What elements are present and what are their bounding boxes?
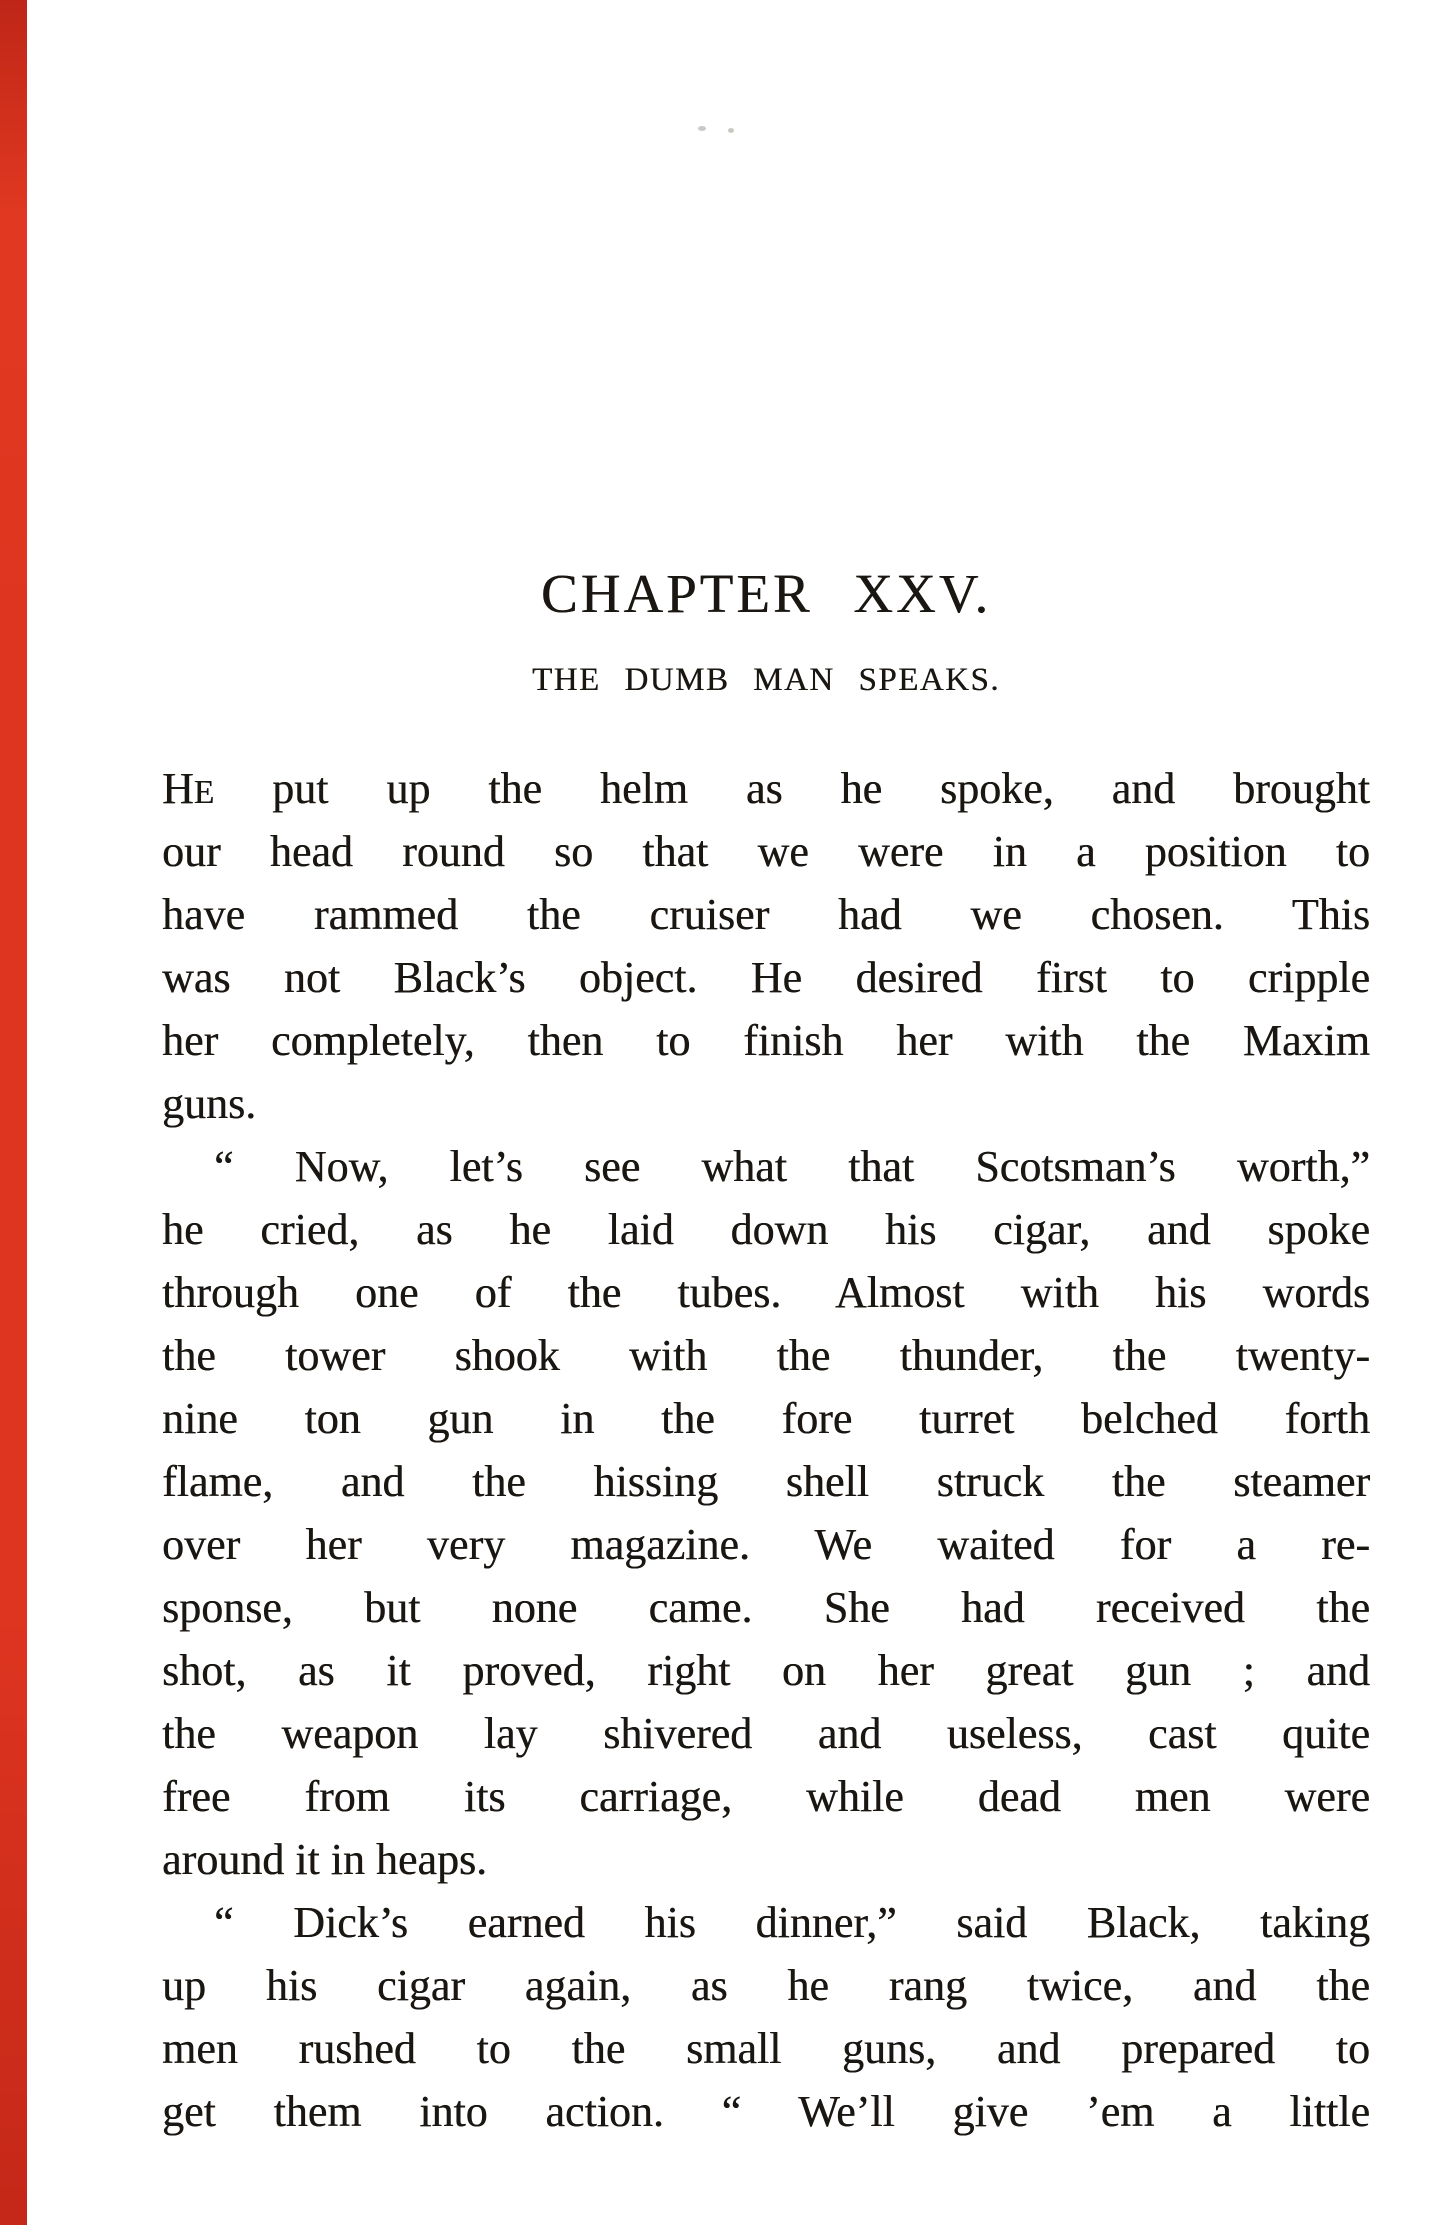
chapter-subtitle: THE DUMB MAN SPEAKS. bbox=[531, 662, 1001, 698]
text-line: free from its carriage, while dead men were bbox=[162, 1772, 1370, 1821]
text-line: the weapon lay shivered and useless, cast quite bbox=[162, 1709, 1370, 1758]
text-line: “ Now, let’s see what that Scotsman’s worth,” bbox=[214, 1142, 1370, 1191]
text-line: get them into action. “ We’ll give ’em a little bbox=[162, 2087, 1370, 2136]
text-line: he cried, as he laid down his cigar, and spoke bbox=[162, 1205, 1370, 1254]
body-text bbox=[162, 757, 1370, 2143]
text-line: shot, as it proved, right on her great gun ; and bbox=[162, 1646, 1370, 1695]
text-line: have rammed the cruiser had we chosen. This bbox=[162, 890, 1370, 939]
small-caps-lead: H bbox=[162, 764, 194, 813]
text-line: over her very magazine. We waited for a re- bbox=[162, 1520, 1370, 1569]
scan-speck bbox=[728, 128, 734, 133]
text-line: up his cigar again, as he rang twice, and the bbox=[162, 1961, 1370, 2010]
text-line: through one of the tubes. Almost with his words bbox=[162, 1268, 1370, 1317]
text-line: “ Dick’s earned his dinner,” said Black, taking bbox=[214, 1898, 1370, 1947]
text-line: HE put up the helm as he spoke, and brought bbox=[162, 764, 1370, 813]
text-line: men rushed to the small guns, and prepared to bbox=[162, 2024, 1370, 2073]
text-line: the tower shook with the thunder, the twenty- bbox=[162, 1331, 1370, 1380]
small-caps-lead: E bbox=[193, 774, 215, 811]
text-line: her completely, then to finish her with the Maxim bbox=[162, 1016, 1370, 1065]
text-line: our head round so that we were in a position to bbox=[162, 827, 1370, 876]
text-line: around it in heaps. bbox=[162, 1835, 488, 1884]
chapter-heading: CHAPTER XXV. bbox=[540, 563, 992, 624]
text-line: flame, and the hissing shell struck the steamer bbox=[162, 1457, 1370, 1506]
text-line: guns. bbox=[162, 1079, 257, 1128]
text-line: sponse, but none came. She had received the bbox=[162, 1583, 1370, 1632]
book-edge-strip bbox=[0, 0, 27, 2225]
scan-speck bbox=[698, 126, 706, 131]
text-line: was not Black’s object. He desired first to cripple bbox=[162, 953, 1370, 1002]
text-line: nine ton gun in the fore turret belched forth bbox=[162, 1394, 1370, 1443]
